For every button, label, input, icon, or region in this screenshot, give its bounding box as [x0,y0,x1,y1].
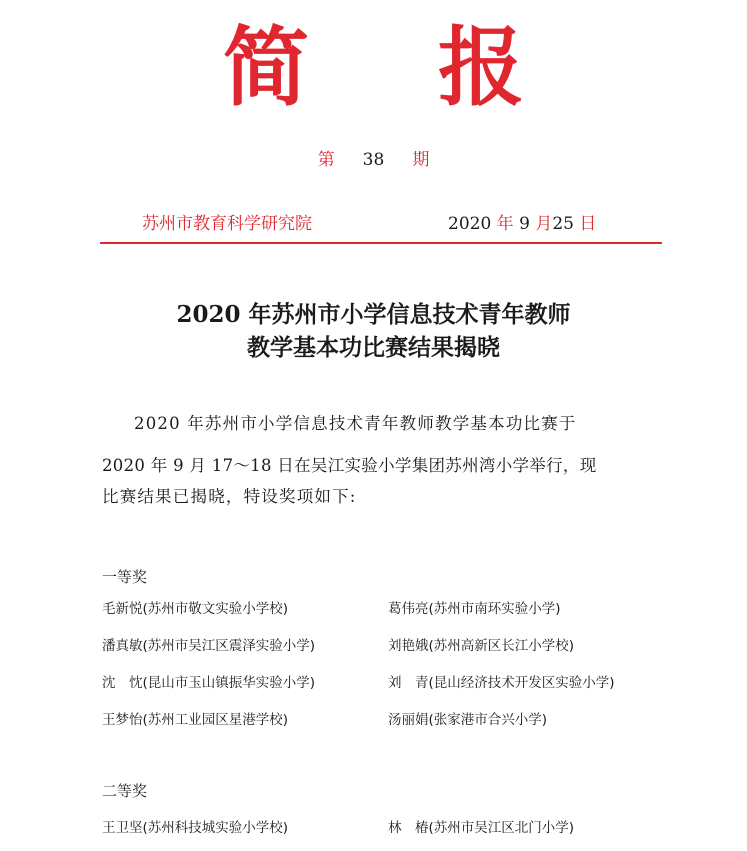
issue-value: 38 [362,150,385,170]
second-prize-heading: 二等奖 [102,782,148,800]
date-day-label: 日 [579,214,597,234]
title-line-1: 2020 年苏州市小学信息技术青年教师 [176,301,571,328]
publish-date [448,212,596,236]
winner-entry: 林 椿(苏州市吴江区北门小学) [388,820,575,836]
article-title [0,298,747,364]
body-line-3: 比赛结果已揭晓，特设奖项如下: [102,487,357,506]
body-text-1: 2020 年苏州市小学信息技术青年教师教学基本功比赛于 [134,414,577,433]
date-month: 9 [519,214,530,234]
date-day: 25 [552,214,574,234]
winner-entry: 王梦怡(苏州工业园区星港学校) [102,712,289,728]
winner-entry: 毛新悦(苏州市敬文实验小学校) [102,601,289,617]
title-line-2: 教学基本功比赛结果揭晓 [247,334,500,361]
header-divider [100,242,662,244]
masthead-char-1: 简 [223,18,309,118]
masthead-char-2: 报 [438,18,524,118]
winner-entry: 沈 忱(昆山市玉山镇振华实验小学) [102,675,316,691]
date-month-label: 月 [535,214,553,234]
first-prize-heading: 一等奖 [102,568,148,586]
issue-number [0,148,747,172]
winner-entry: 刘艳娥(苏州高新区长江小学校) [388,638,575,654]
masthead-title [0,18,747,118]
winner-entry: 王卫坚(苏州科技城实验小学校) [102,820,289,836]
winner-entry: 潘真敏(苏州市吴江区震泽实验小学) [102,638,316,654]
body-line-1 [102,408,662,439]
issue-suffix: 期 [412,150,430,170]
body-line-2: 2020 年 9 月 17～18 日在吴江实验小学集团苏州湾小学举行，现 [102,456,597,475]
winner-entry: 汤丽娟(张家港市合兴小学) [388,712,548,728]
winner-entry: 葛伟亮(苏州市南环实验小学) [388,601,561,617]
organization-name: 苏州市教育科学研究院 [142,214,312,234]
issue-prefix: 第 [317,150,335,170]
date-year-label: 年 [496,214,514,234]
winner-entry: 刘 青(昆山经济技术开发区实验小学) [388,675,615,691]
date-year: 2020 [448,214,492,234]
